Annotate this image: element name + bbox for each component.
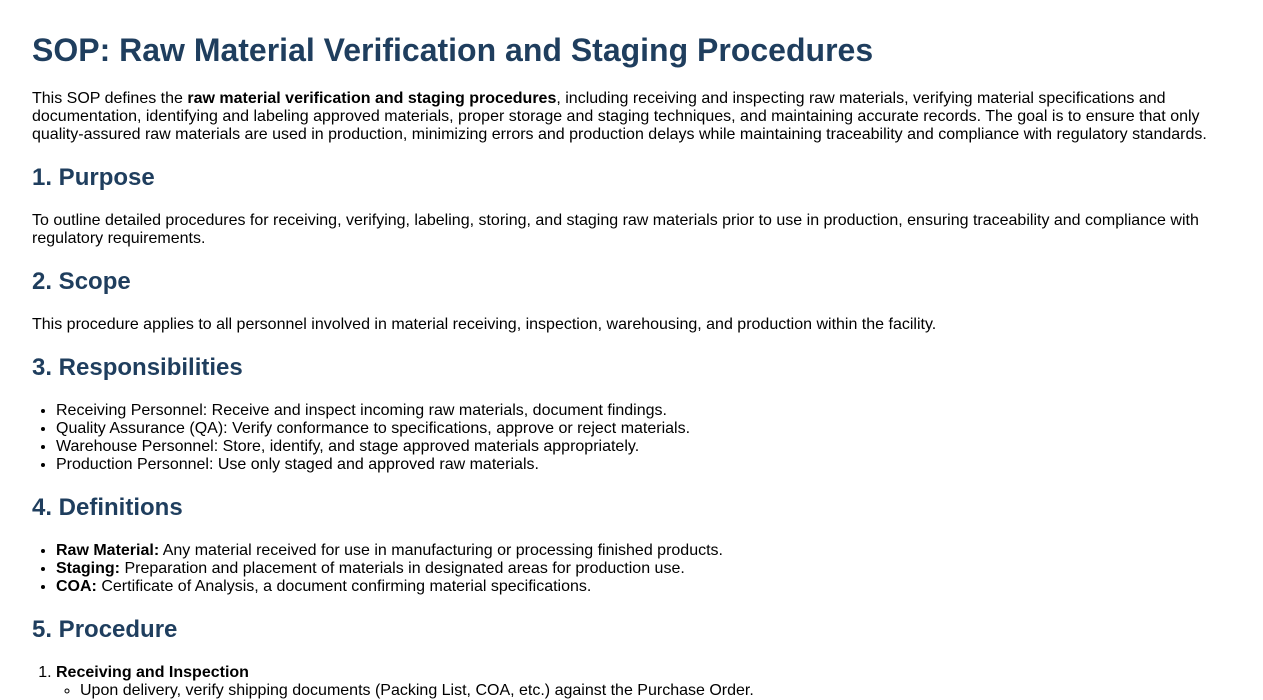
list-item <box>56 578 1231 596</box>
list-item <box>56 560 1231 578</box>
intro-suffix: , including receiving and inspecting raw materials, verifying material specifications and documentation, identifying and labeling approved materials, proper storage and staging techniques, and maintaining accurate records. The goal is to ensure that only quality-assured raw materials are used in production, minimizing errors and production delays while maintaining traceability and compliance with regulatory standards. <box>32 90 1207 143</box>
list-item: • Warehouse Personnel: Store, identify, and stage approved materials appropriately. <box>56 438 1231 456</box>
procedure-steps <box>32 664 1231 700</box>
intro-prefix: This SOP defines the <box>32 90 188 107</box>
definition-term: Raw Material: <box>56 542 160 559</box>
definitions-list <box>32 542 1231 596</box>
procedure-step-title: Receiving and Inspection <box>56 664 249 681</box>
purpose-text: To outline detailed procedures for receiving, verifying, labeling, storing, and staging raw materials prior to use in production, ensuring traceability and compliance with regulatory requirements. <box>32 212 1199 247</box>
definition-term: Staging: <box>56 560 120 577</box>
definition-text: Certificate of Analysis, a document confirming material specifications. <box>96 578 592 595</box>
document-title: SOP: Raw Material Verification and Staging Procedures <box>32 32 874 68</box>
definition-text: Any material received for use in manufacturing or processing finished products. <box>159 542 723 559</box>
procedure-step <box>56 664 1231 700</box>
list-item: ◦ Upon delivery, verify shipping documents (Packing List, COA, etc.) against the Purchase Order. <box>80 682 1231 700</box>
list-item: • Receiving Personnel: Receive and inspect incoming raw materials, document findings. <box>56 402 1231 420</box>
definition-term: COA: <box>56 578 97 595</box>
scope-heading: 2. Scope <box>32 268 131 295</box>
scope-text: This procedure applies to all personnel involved in material receiving, inspection, warehousing, and production within the facility. <box>32 316 937 333</box>
list-item: • Production Personnel: Use only staged and approved raw materials. <box>56 456 1231 474</box>
intro-paragraph <box>32 90 1231 144</box>
responsibilities-list <box>32 402 1231 474</box>
responsibilities-heading: 3. Responsibilities <box>32 354 243 381</box>
definition-text: Preparation and placement of materials in designated areas for production use. <box>120 560 685 577</box>
definitions-heading: 4. Definitions <box>32 494 183 521</box>
intro-bold-phrase: raw material verification and staging procedures <box>187 90 557 107</box>
procedure-heading: 5. Procedure <box>32 616 178 643</box>
list-item: • Quality Assurance (QA): Verify conformance to specifications, approve or reject materials. <box>56 420 1231 438</box>
list-item <box>56 542 1231 560</box>
purpose-heading: 1. Purpose <box>32 164 155 191</box>
procedure-substeps <box>56 682 1231 700</box>
